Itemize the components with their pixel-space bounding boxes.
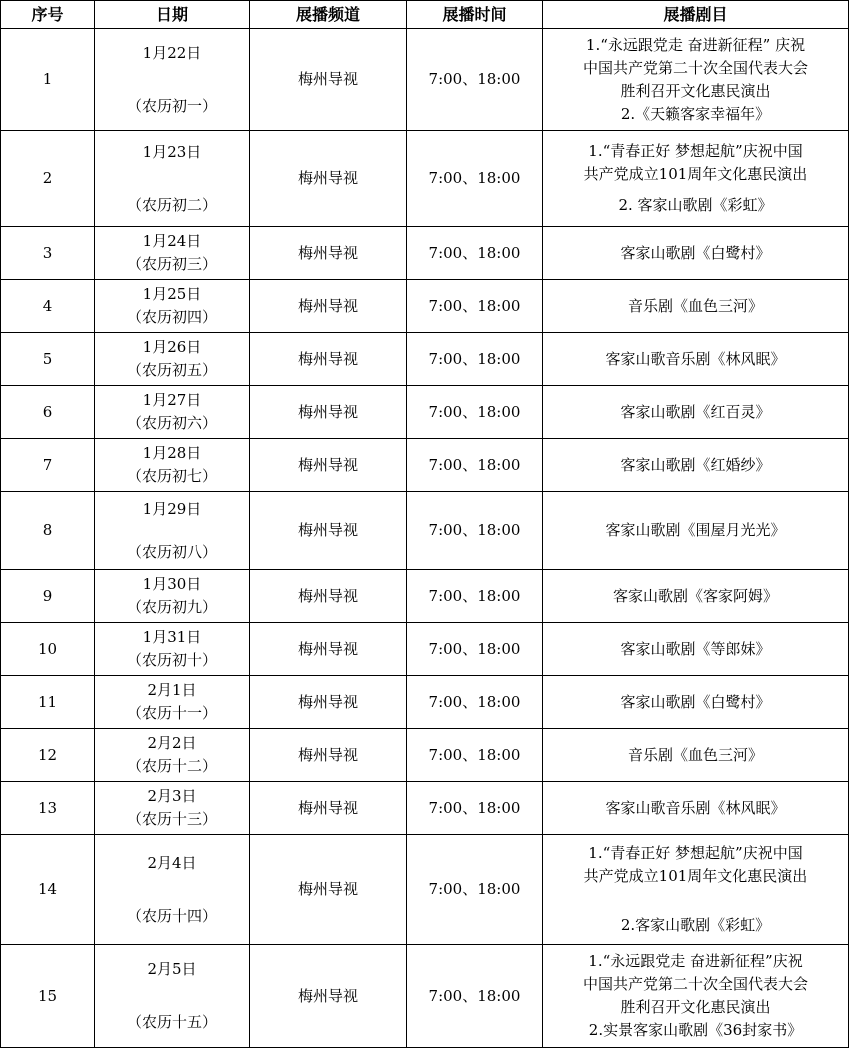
line-gap [543,888,848,914]
table-row [1,280,849,333]
row-no: 6 [1,386,95,439]
row-date-lunar: （农历初五） [126,361,217,379]
row-no: 9 [1,570,95,623]
row-no: 14 [1,835,95,945]
program-line: 1.“永远跟党走 奋进新征程”庆祝 [588,952,803,970]
row-date-solar: 1月23日 [142,142,202,161]
row-program: 客家山歌剧《围屋月光光》 [543,492,849,570]
row-channel: 梅州导视 [250,782,407,835]
row-time: 7:00、18:00 [407,835,543,945]
program-line: 胜利召开文化惠民演出 [620,998,771,1016]
row-program: 客家山歌剧《白鹭村》 [543,676,849,729]
row-no: 3 [1,227,95,280]
row-date [95,280,250,333]
row-program: 客家山歌剧《客家阿姆》 [543,570,849,623]
row-date [95,835,250,945]
row-date [95,676,250,729]
row-program: 客家山歌剧《等郎妹》 [543,623,849,676]
row-date [95,570,250,623]
row-date-solar: 1月31日 [142,628,202,646]
program-line: 1.“永远跟党走 奋进新征程” 庆祝 [585,35,806,54]
row-time: 7:00、18:00 [407,945,543,1048]
row-time: 7:00、18:00 [407,227,543,280]
row-date-lunar: （农历十一） [126,704,217,722]
row-no: 13 [1,782,95,835]
row-program [543,835,849,945]
program-line: 2.《天籁客家幸福年》 [620,104,771,123]
table-row [1,782,849,835]
row-date [95,945,250,1048]
table-row [1,835,849,945]
row-program: 客家山歌音乐剧《林风眠》 [543,782,849,835]
row-channel: 梅州导视 [250,131,407,227]
row-program [543,29,849,131]
row-date-lunar: （农历十五） [126,1013,217,1031]
row-date-solar: 1月28日 [142,444,202,462]
row-channel: 梅州导视 [250,835,407,945]
row-time: 7:00、18:00 [407,676,543,729]
table-row [1,131,849,227]
row-channel: 梅州导视 [250,729,407,782]
program-line: 中国共产党第二十次全国代表大会 [582,58,808,77]
program-line: 2.客家山歌剧《彩虹》 [620,916,771,934]
row-no: 1 [1,29,95,131]
row-date [95,492,250,570]
row-date-lunar: （农历十二） [126,757,217,775]
row-date-solar: 1月24日 [142,232,202,250]
row-date-lunar: （农历十三） [126,810,217,828]
table-row [1,623,849,676]
table-row [1,29,849,131]
row-date-solar: 1月26日 [142,338,202,356]
row-date [95,227,250,280]
row-program [543,945,849,1048]
header-channel: 展播频道 [250,1,407,29]
row-time: 7:00、18:00 [407,439,543,492]
row-program: 客家山歌音乐剧《林风眠》 [543,333,849,386]
row-channel: 梅州导视 [250,570,407,623]
row-channel: 梅州导视 [250,280,407,333]
table-row [1,729,849,782]
row-channel: 梅州导视 [250,676,407,729]
row-date-lunar: （农历初四） [126,308,217,326]
table-row [1,439,849,492]
table-row [1,945,849,1048]
row-no: 8 [1,492,95,570]
program-line: 2. 客家山歌剧《彩虹》 [618,196,773,214]
row-date-solar: 2月4日 [147,853,197,872]
header-row [1,1,849,29]
header-program: 展播剧目 [543,1,849,29]
row-no: 7 [1,439,95,492]
row-date-solar: 2月3日 [147,787,197,805]
row-time: 7:00、18:00 [407,386,543,439]
row-program: 客家山歌剧《红百灵》 [543,386,849,439]
row-channel: 梅州导视 [250,492,407,570]
header-no: 序号 [1,1,95,29]
row-channel: 梅州导视 [250,333,407,386]
table-row [1,333,849,386]
row-date-solar: 2月5日 [147,960,197,978]
row-time: 7:00、18:00 [407,570,543,623]
row-date [95,782,250,835]
row-date-lunar: （农历初三） [126,255,217,273]
row-date-lunar: （农历初六） [126,414,217,432]
row-date [95,29,250,131]
row-time: 7:00、18:00 [407,623,543,676]
row-time: 7:00、18:00 [407,29,543,131]
row-date-solar: 1月27日 [142,391,202,409]
row-no: 15 [1,945,95,1048]
table-row [1,570,849,623]
table-row [1,492,849,570]
row-program: 音乐剧《血色三河》 [543,280,849,333]
row-channel: 梅州导视 [250,386,407,439]
program-line: 1.“青春正好 梦想起航”庆祝中国 [588,844,803,862]
row-channel: 梅州导视 [250,227,407,280]
program-line: 1.“青春正好 梦想起航”庆祝中国 [588,142,803,160]
table-row [1,676,849,729]
row-date [95,729,250,782]
row-no: 4 [1,280,95,333]
row-date-solar: 1月22日 [142,43,202,62]
row-no: 11 [1,676,95,729]
program-line: 共产党成立101周年文化惠民演出 [583,867,808,885]
program-line: 2.实景客家山歌剧《36封家书》 [588,1021,803,1039]
row-date-lunar: （农历初八） [126,542,217,561]
row-date [95,386,250,439]
program-line: 中国共产党第二十次全国代表大会 [582,975,808,993]
program-line: 共产党成立101周年文化惠民演出 [583,165,808,183]
row-date [95,439,250,492]
row-channel: 梅州导视 [250,623,407,676]
row-no: 10 [1,623,95,676]
row-time: 7:00、18:00 [407,280,543,333]
row-program [543,131,849,227]
row-time: 7:00、18:00 [407,782,543,835]
row-time: 7:00、18:00 [407,333,543,386]
row-date-lunar: （农历初十） [126,651,217,669]
row-program: 音乐剧《血色三河》 [543,729,849,782]
row-date-lunar: （农历初二） [126,195,217,214]
row-channel: 梅州导视 [250,439,407,492]
row-time: 7:00、18:00 [407,729,543,782]
header-date: 日期 [95,1,250,29]
table-row [1,227,849,280]
row-date-solar: 1月29日 [142,499,202,518]
row-time: 7:00、18:00 [407,492,543,570]
table-row [1,386,849,439]
row-date [95,623,250,676]
row-time: 7:00、18:00 [407,131,543,227]
row-date-solar: 1月30日 [142,575,202,593]
row-program: 客家山歌剧《红婚纱》 [543,439,849,492]
row-date-lunar: （农历初七） [126,467,217,485]
row-date [95,131,250,227]
row-date-solar: 2月2日 [147,734,197,752]
row-date-solar: 2月1日 [147,681,197,699]
row-date-lunar: （农历初一） [126,96,217,115]
row-channel: 梅州导视 [250,945,407,1048]
row-no: 5 [1,333,95,386]
row-date-solar: 1月25日 [142,285,202,303]
program-line: 胜利召开文化惠民演出 [620,81,771,100]
row-date [95,333,250,386]
row-date-lunar: （农历十四） [126,906,217,925]
row-channel: 梅州导视 [250,29,407,131]
header-time: 展播时间 [407,1,543,29]
row-program: 客家山歌剧《白鹭村》 [543,227,849,280]
row-no: 2 [1,131,95,227]
row-date-lunar: （农历初九） [126,598,217,616]
line-gap [543,186,848,194]
row-no: 12 [1,729,95,782]
